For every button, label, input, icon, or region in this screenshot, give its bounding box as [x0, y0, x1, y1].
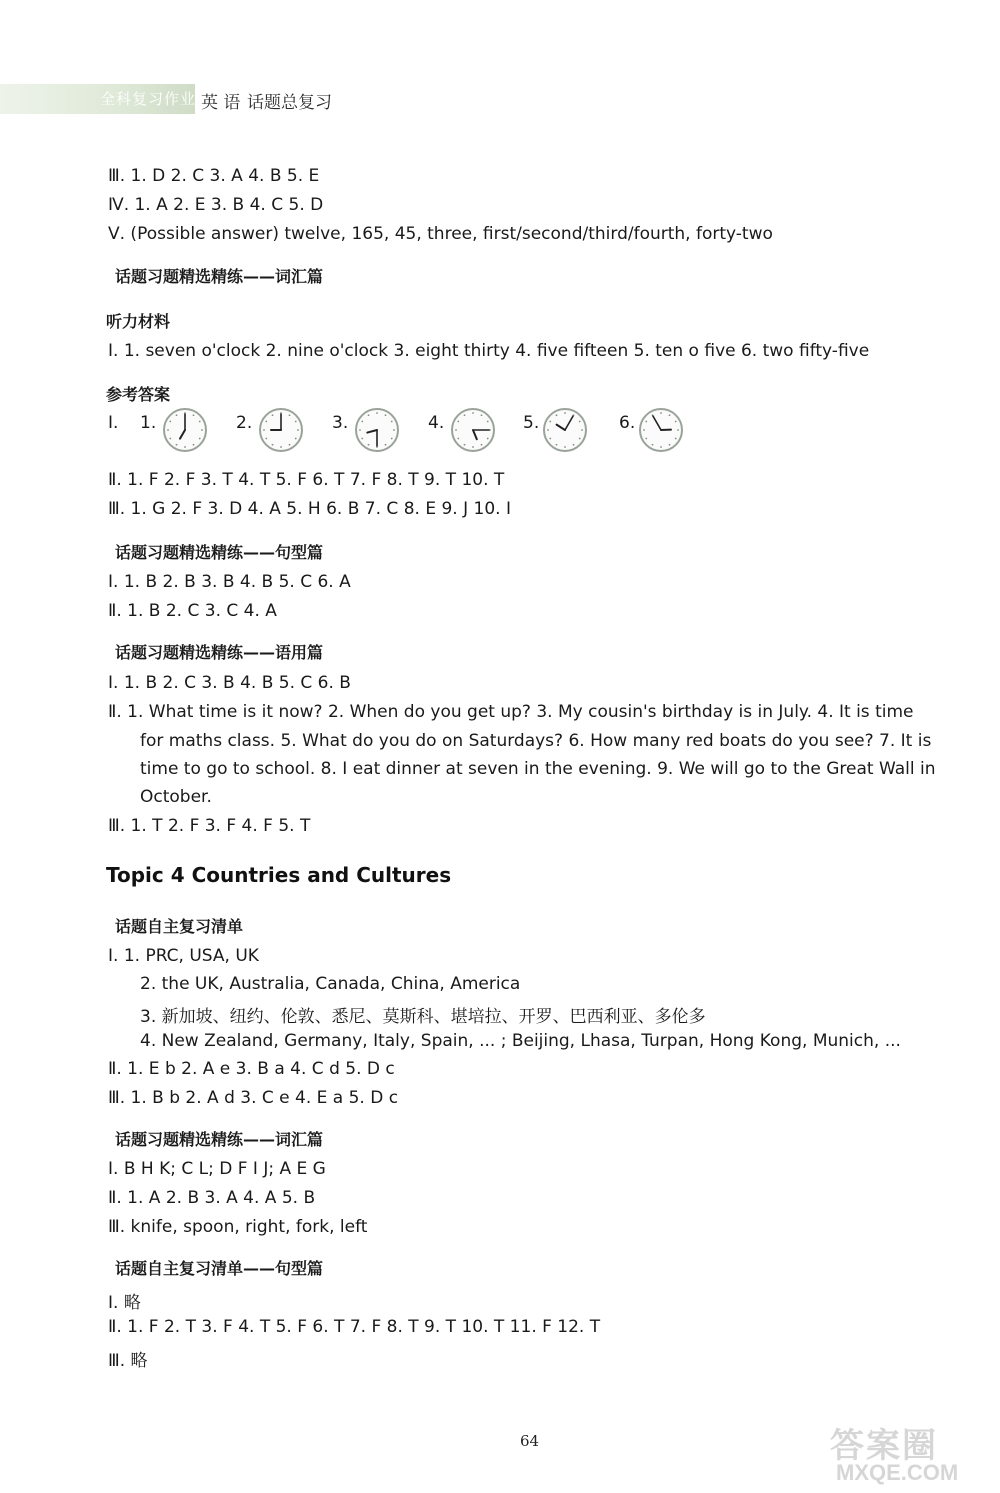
- clock-prefix: Ⅰ.: [108, 413, 119, 433]
- clock-tick: [564, 412, 566, 414]
- header-subject: 英 语: [201, 93, 241, 113]
- clock-tick: [645, 421, 647, 423]
- clock-tick: [564, 446, 566, 448]
- clock-tick: [176, 414, 178, 416]
- answer-line: Ⅱ. 1. A 2. B 3. A 4. A 5. B: [108, 1188, 316, 1208]
- clock-tick: [376, 412, 378, 414]
- clock-tick: [669, 414, 671, 416]
- clock-tick: [457, 438, 459, 440]
- clock-answer-row: [108, 405, 708, 457]
- answer-line: for maths class. 5. What do you do on Saturdays? 6. How many red boats do you see? 7. It is: [140, 731, 932, 751]
- clock-tick: [385, 444, 387, 446]
- answer-line: Ⅱ. 1. B 2. C 3. C 4. A: [108, 601, 277, 621]
- clock-tick: [464, 444, 466, 446]
- clock-icon: [540, 405, 590, 455]
- clock-tick: [193, 414, 195, 416]
- clock-tick: [289, 414, 291, 416]
- clock-tick: [455, 429, 457, 431]
- clock-tick: [472, 412, 474, 414]
- clock-tick: [573, 444, 575, 446]
- clock-tick: [297, 429, 299, 431]
- clock-tick: [199, 438, 201, 440]
- listening-label: 听力材料: [106, 312, 171, 331]
- clock-tick: [547, 429, 549, 431]
- answer-line: time to go to school. 8. I eat dinner at seven in the evening. 9. We will go to the Great Wall in: [140, 759, 936, 779]
- section-heading-vocab: 话题习题精选精练——词汇篇: [115, 1130, 324, 1149]
- clock-icon: [256, 405, 306, 455]
- clock-tick: [481, 444, 483, 446]
- clock-label: 6.: [619, 413, 636, 433]
- listening-line: Ⅰ. 1. seven o'clock 2. nine o'clock 3. eight thirty 4. five fifteen 5. ten o five 6. two fifty-five: [108, 341, 870, 361]
- answer-line: 4. New Zealand, Germany, Italy, Spain, ... ; Beijing, Lhasa, Turpan, Hong Kong, Munich, ...: [140, 1031, 901, 1051]
- clock-tick: [556, 444, 558, 446]
- clock-tick: [675, 421, 677, 423]
- clock-tick: [361, 421, 363, 423]
- answer-line: Ⅰ. 略: [108, 1293, 141, 1313]
- clock-tick: [660, 412, 662, 414]
- clock-icon: [160, 405, 210, 455]
- clock-tick: [645, 438, 647, 440]
- clock-label: 2.: [236, 413, 253, 433]
- answer-line: Ⅲ. 略: [108, 1351, 148, 1371]
- answer-line: Ⅰ. 1. B 2. B 3. B 4. B 5. C 6. A: [108, 572, 351, 592]
- clock-tick: [272, 444, 274, 446]
- clock-tick: [368, 444, 370, 446]
- answer-line-iv: Ⅳ. 1. A 2. E 3. B 4. C 5. D: [108, 195, 324, 215]
- clock-tick: [472, 446, 474, 448]
- page-number: 64: [520, 1432, 540, 1450]
- clock-tick: [193, 444, 195, 446]
- clock-tick: [385, 414, 387, 416]
- clock-tick: [289, 444, 291, 446]
- answer-line: Ⅱ. 1. F 2. F 3. T 4. T 5. F 6. T 7. F 8. T 9. T 10. T: [108, 470, 505, 490]
- answer-line-v: Ⅴ. (Possible answer) twelve, 165, 45, three, first/second/third/fourth, forty-two: [108, 224, 773, 244]
- watermark: [822, 1418, 990, 1488]
- clock-tick: [176, 444, 178, 446]
- clock-tick: [660, 446, 662, 448]
- clock-tick: [265, 438, 267, 440]
- clock-icon: [352, 405, 402, 455]
- clock-tick: [393, 429, 395, 431]
- answer-line: Ⅰ. B H K; C L; D F I J; A E G: [108, 1159, 326, 1179]
- section-heading-review: 话题自主复习清单: [115, 917, 244, 936]
- answer-line: 2. the UK, Australia, Canada, China, America: [140, 974, 521, 994]
- clock-tick: [549, 421, 551, 423]
- section-heading-sentence: 话题习题精选精练——句型篇: [115, 543, 324, 562]
- clock-tick: [263, 429, 265, 431]
- answer-line: October.: [140, 787, 212, 807]
- clock-tick: [280, 446, 282, 448]
- watermark-en: MXQE.COM: [836, 1460, 959, 1485]
- answer-line: 3. 新加坡、纽约、伦敦、悉尼、莫斯科、堪培拉、开罗、巴西利亚、多伦多: [140, 1007, 706, 1027]
- clock-tick: [581, 429, 583, 431]
- clock-tick: [199, 421, 201, 423]
- clock-tick: [481, 414, 483, 416]
- header-title: 话题总复习: [247, 93, 332, 113]
- clock-tick: [295, 421, 297, 423]
- clock-tick: [669, 444, 671, 446]
- clock-tick: [169, 438, 171, 440]
- clock-tick: [295, 438, 297, 440]
- clock-tick: [556, 414, 558, 416]
- clock-tick: [675, 438, 677, 440]
- clock-label: 1.: [140, 413, 157, 433]
- clock-tick: [368, 414, 370, 416]
- clock-tick: [391, 438, 393, 440]
- header-band-text: 全科复习作业: [100, 90, 197, 108]
- clock-tick: [487, 421, 489, 423]
- clock-tick: [643, 429, 645, 431]
- clock-tick: [457, 421, 459, 423]
- answer-line: Ⅲ. 1. T 2. F 3. F 4. F 5. T: [108, 816, 311, 836]
- clock-tick: [167, 429, 169, 431]
- answer-line: Ⅲ. 1. B b 2. A d 3. C e 4. E a 5. D c: [108, 1088, 399, 1108]
- section-heading-usage: 话题习题精选精练——语用篇: [115, 643, 324, 662]
- clock-tick: [391, 421, 393, 423]
- clock-label: 5.: [523, 413, 540, 433]
- answer-line: Ⅱ. 1. F 2. T 3. F 4. T 5. F 6. T 7. F 8. T 9. T 10. T 11. F 12. T: [108, 1317, 601, 1337]
- answer-line: Ⅲ. knife, spoon, right, fork, left: [108, 1217, 368, 1237]
- answer-line: Ⅰ. 1. PRC, USA, UK: [108, 946, 259, 966]
- topic-title: Topic 4 Countries and Cultures: [106, 863, 452, 887]
- clock-label: 3.: [332, 413, 349, 433]
- clock-tick: [487, 438, 489, 440]
- answer-label: 参考答案: [106, 385, 171, 404]
- section-heading-sentence: 话题自主复习清单——句型篇: [115, 1259, 324, 1278]
- clock-tick: [652, 444, 654, 446]
- clock-tick: [359, 429, 361, 431]
- clock-tick: [265, 421, 267, 423]
- clock-tick: [549, 438, 551, 440]
- clock-tick: [272, 414, 274, 416]
- answer-line: Ⅱ. 1. E b 2. A e 3. B a 4. C d 5. D c: [108, 1059, 395, 1079]
- answer-line: Ⅱ. 1. What time is it now? 2. When do you get up? 3. My cousin's birthday is in July. 4. It is time: [108, 702, 914, 722]
- clock-tick: [579, 438, 581, 440]
- answer-line-iii: Ⅲ. 1. D 2. C 3. A 4. B 5. E: [108, 166, 320, 186]
- clock-icon: [636, 405, 686, 455]
- clock-tick: [579, 421, 581, 423]
- clock-tick: [184, 446, 186, 448]
- section-heading-vocab: 话题习题精选精练——词汇篇: [115, 267, 324, 286]
- clock-icon: [448, 405, 498, 455]
- clock-tick: [169, 421, 171, 423]
- clock-tick: [201, 429, 203, 431]
- clock-label: 4.: [428, 413, 445, 433]
- clock-tick: [677, 429, 679, 431]
- answer-line: Ⅰ. 1. B 2. C 3. B 4. B 5. C 6. B: [108, 673, 351, 693]
- clock-tick: [464, 414, 466, 416]
- clock-tick: [361, 438, 363, 440]
- watermark-cn: 答案圈: [830, 1426, 938, 1466]
- answer-line: Ⅲ. 1. G 2. F 3. D 4. A 5. H 6. B 7. C 8. E 9. J 10. I: [108, 499, 511, 519]
